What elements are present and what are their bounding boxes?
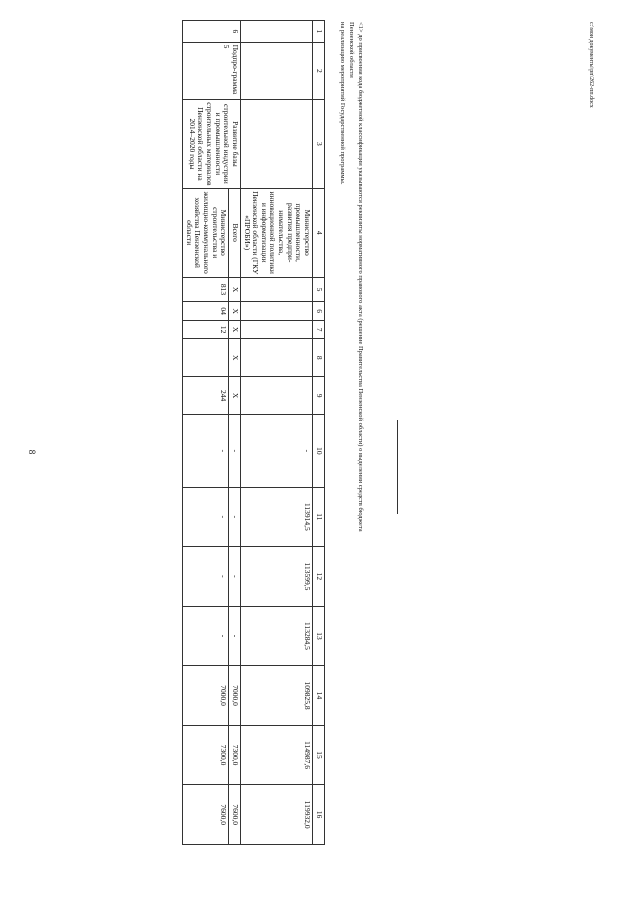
table-header-row bbox=[313, 21, 325, 845]
value-cell: 7300,0 bbox=[183, 725, 229, 785]
footnote bbox=[338, 22, 364, 542]
value-cell: - bbox=[241, 415, 313, 488]
table-row bbox=[229, 21, 241, 845]
footnote-line: <1> до присвоения кода бюджетной классификации указываются реквизиты нормативного правового акта (решение Правительства Пензенской области) о выделении средств бюджета Пензенской области bbox=[348, 22, 364, 532]
header-cell: 8 bbox=[313, 339, 325, 377]
table-cell bbox=[241, 277, 313, 302]
subprogram-title-cell: Развитие базы строительной индустрии и промышленности строительных материалов Пензенской области на 2014–2020 годы bbox=[183, 100, 241, 189]
header-cell: 9 bbox=[313, 377, 325, 415]
divider-line bbox=[397, 420, 398, 514]
executor-cell: Всего bbox=[229, 188, 241, 277]
table-cell bbox=[241, 377, 313, 415]
header-cell: 13 bbox=[313, 606, 325, 666]
row-number-cell: 6 bbox=[183, 21, 241, 43]
value-cell: - bbox=[183, 547, 229, 607]
header-cell: 11 bbox=[313, 487, 325, 547]
value-cell: 12 bbox=[183, 320, 229, 338]
header-cell: 1 bbox=[313, 21, 325, 43]
value-cell: 7000,0 bbox=[183, 666, 229, 726]
header-cell: 12 bbox=[313, 547, 325, 607]
value-cell: 244 bbox=[183, 377, 229, 415]
header-cell: 3 bbox=[313, 100, 325, 189]
value-cell: 04 bbox=[183, 302, 229, 320]
value-cell: - bbox=[229, 415, 241, 488]
header-cell: 14 bbox=[313, 666, 325, 726]
header-cell: 7 bbox=[313, 320, 325, 338]
value-cell: 7600,0 bbox=[229, 785, 241, 845]
table-cell bbox=[241, 320, 313, 338]
executor-cell: Министерство строительства и жилищно-коммунального хозяйства Пензенской области bbox=[183, 188, 229, 277]
value-cell: - bbox=[183, 606, 229, 666]
value-cell bbox=[183, 339, 229, 377]
table-cell bbox=[241, 42, 313, 99]
value-cell: - bbox=[183, 415, 229, 488]
value-cell: Х bbox=[229, 377, 241, 415]
value-cell: - bbox=[229, 487, 241, 547]
value-cell: - bbox=[183, 487, 229, 547]
value-cell: 119932,0 bbox=[241, 785, 313, 845]
header-cell: 15 bbox=[313, 725, 325, 785]
value-cell: 7600,0 bbox=[183, 785, 229, 845]
header-cell: 6 bbox=[313, 302, 325, 320]
value-cell: - bbox=[229, 606, 241, 666]
table-cell bbox=[241, 339, 313, 377]
value-cell: 113914,5 bbox=[241, 487, 313, 547]
table-cell bbox=[241, 302, 313, 320]
value-cell: 113284,5 bbox=[241, 606, 313, 666]
table-row bbox=[241, 21, 313, 845]
subprogram-cell: Подпро-грамма 5 bbox=[183, 42, 241, 99]
table-cell bbox=[241, 100, 313, 189]
value-cell: 813 bbox=[183, 277, 229, 302]
value-cell: Х bbox=[229, 277, 241, 302]
value-cell: 114987,6 bbox=[241, 725, 313, 785]
value-cell: Х bbox=[229, 339, 241, 377]
budget-table bbox=[182, 20, 325, 845]
value-cell: 109825,8 bbox=[241, 666, 313, 726]
executor-cell: Министерство промышленности, развития предпри-нимательства, инновационной политики и информатизации Пензенской области (ГКУ «ПРОБИ») bbox=[241, 188, 313, 277]
value-cell: Х bbox=[229, 302, 241, 320]
header-cell: 10 bbox=[313, 415, 325, 488]
header-cell: 2 bbox=[313, 42, 325, 99]
value-cell: 7000,0 bbox=[229, 666, 241, 726]
header-cell: 16 bbox=[313, 785, 325, 845]
page-number: 8 bbox=[27, 449, 37, 455]
file-path: c:\мои документы\рп\262-пп.docx bbox=[588, 22, 594, 108]
header-cell: 5 bbox=[313, 277, 325, 302]
value-cell: 113599,5 bbox=[241, 547, 313, 607]
value-cell: 7300,0 bbox=[229, 725, 241, 785]
header-cell: 4 bbox=[313, 188, 325, 277]
value-cell: Х bbox=[229, 320, 241, 338]
footnote-line: на реализацию мероприятий Государственной программы. bbox=[339, 22, 347, 185]
table-cell bbox=[241, 21, 313, 43]
value-cell: - bbox=[229, 547, 241, 607]
